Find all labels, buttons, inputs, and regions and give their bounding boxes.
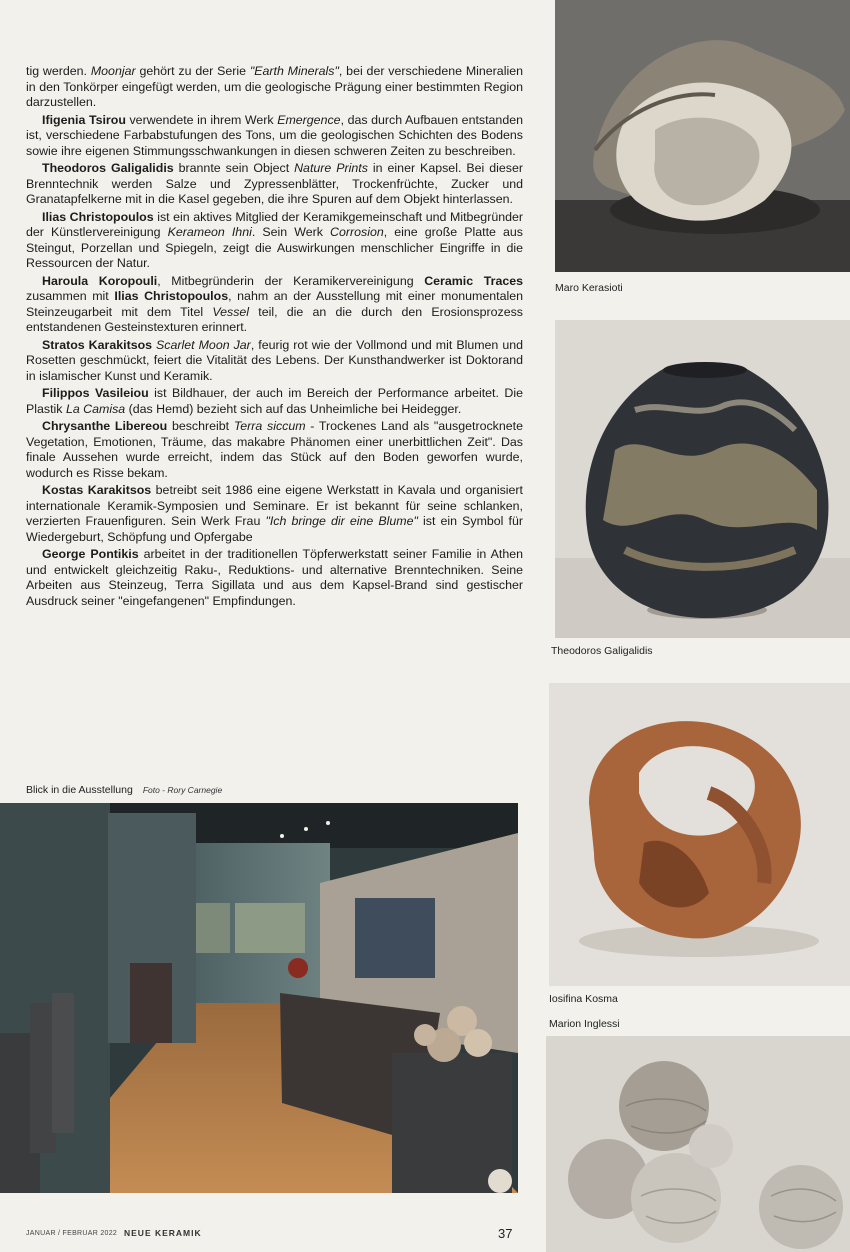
text: , Mitbegründerin der Keramikervereinigung	[157, 273, 425, 288]
paragraph-vasileiou	[26, 386, 523, 417]
exhibition-caption	[26, 784, 222, 796]
text: , bei der verschiedene Mineralien in den Tonkörper eingefügt werden, um die geologische Prägung einer bestimmten Region darzustellen.	[26, 64, 523, 109]
text: , nahm an der Ausstellung mit einer monumentalen Steinzeugarbeit mit dem Titel	[26, 289, 524, 319]
paragraph-moonjar	[26, 64, 523, 111]
artist-name: Kostas Karakitsos	[42, 483, 152, 497]
text: betreibt seit 1986 eine eigene Werkstatt in Kavala und organisiert internationale Keramik-Symposien und Seminare. Er ist bekannt für seine schlanken, verzierten Frauenfiguren. Sein Werk Frau	[26, 483, 523, 528]
work-title: Moonjar	[90, 64, 136, 78]
work-title: Scarlet Moon Jar	[156, 337, 251, 352]
text: , eine große Platte aus Steingut, Porzellan und Spiegeln, zeigt die Auswirkungen menschlicher Eingriffe in die Ressourcen der Natur.	[26, 225, 523, 270]
paragraph-pontikis	[26, 547, 523, 609]
paragraph-christopoulos	[26, 210, 523, 272]
artist-name: George Pontikis	[42, 547, 139, 561]
artist-name: Ifigenia Tsirou	[42, 112, 126, 127]
issue-date: JANUAR / FEBRUAR 2022	[26, 1230, 118, 1237]
paragraph-koropouli	[26, 274, 523, 336]
paragraph-stratos-karakitsos	[26, 338, 523, 385]
work-title: La Camisa	[65, 401, 126, 416]
work-title: Vessel	[212, 304, 250, 319]
text: teil, die an die durch den Erosionsprozess entstandenen Gesteinstexturen erinnert.	[26, 304, 523, 334]
text: , feurig rot wie der Vollmond und mit Blumen und Rosetten geschmückt, feiert die Vitalität des Lebens. Der Kunsthandwerker ist Doktorand in islamischer Kunst und Keramik.	[26, 337, 523, 383]
group-name: Ceramic Traces	[424, 273, 524, 288]
artist-name: Haroula Koropouli	[42, 273, 158, 288]
paragraph-tsirou	[26, 113, 523, 160]
kerasioti-caption: Maro Kerasioti	[555, 282, 623, 294]
kerasioti-photo	[555, 0, 850, 272]
text: , das durch Aufbauen entstanden ist, verschiedene Farbabstufungen des Tons, um die geologischen Schichten des Bodens sowie ihre eigenen Stimmungsschwankungen in diesen schweren Zeiten zu beschreiben.	[26, 112, 523, 158]
galigalidis-caption: Theodoros Galigalidis	[551, 645, 653, 657]
work-title: Corrosion	[330, 225, 384, 239]
magazine-logo: NEUE KERAMIK	[124, 1228, 202, 1238]
galigalidis-photo	[555, 320, 850, 638]
kosma-photo	[549, 683, 850, 986]
text: ist ein Symbol für Wiedergeburt, Schöpfung und Opfergabe	[26, 514, 523, 544]
artist-name: Theodoros Galigalidis	[42, 161, 174, 175]
artist-name: Ilias Christopoulos	[42, 209, 154, 224]
article-text	[26, 64, 523, 611]
paragraph-galigalidis	[26, 161, 523, 208]
text: beschreibt	[167, 419, 234, 433]
work-title: Terra siccum	[233, 419, 306, 433]
text: arbeitet in der traditionellen Töpferwerkstatt seiner Familie in Athen und entwickelt gleichzeitig Raku-, Reduktions- und alternative Brenntechniken. Seine Arbeiten aus Steinzeug, Terra Sigillata und aus dem Kapsel-Brand sind gestischer Ausdruck seiner "eingefangenen" Empfindungen.	[26, 547, 523, 608]
series-title: "Earth Minerals"	[249, 64, 339, 78]
group-name: Kerameon Ihni	[167, 225, 252, 239]
work-title: "Ich bringe dir eine Blume"	[265, 514, 418, 528]
kosma-caption: Iosifina Kosma	[549, 993, 618, 1005]
text: zusammen mit	[26, 289, 115, 303]
text: ist Bildhauer, der auch im Bereich der Performance arbeitet. Die Plastik	[26, 386, 523, 416]
artist-name: Ilias Christopoulos	[114, 289, 229, 303]
text: ist ein aktives Mitglied der Keramikgemeinschaft und Mitbegründer der Künstlervereinigung	[26, 209, 524, 239]
text: (das Hemd) bezieht sich auf das Unheimliche bei Heidegger.	[125, 401, 462, 416]
text: - Trockenes Land als "ausgetrocknete Vegetation, Emotionen, Träume, das makabre Phänomen einer unerbittlichen Zeit". Das finale Aussehen wurde erreicht, indem das Stück auf den Boden geworfen wurde, wodurch es Risse bekam.	[26, 419, 523, 480]
text: brannte sein Object	[173, 161, 295, 175]
artist-name: Chrysanthe Libereou	[42, 419, 168, 433]
page-number: 37	[498, 1226, 513, 1241]
work-title: Nature Prints	[294, 161, 368, 175]
work-title: Emergence	[277, 112, 341, 127]
text: verwendete in ihrem Werk	[125, 112, 278, 127]
artist-name: Stratos Karakitsos	[42, 337, 153, 352]
text: tig werden.	[26, 64, 91, 78]
artist-name: Filippos Vasileiou	[42, 386, 149, 400]
text: in einer Kapsel. Bei dieser Brenntechnik werden Salze und Zypressenblätter, Trockenfrüchte, Zucker und Granatapfelkerne mit in die Kasel gegeben, die ihre Spuren auf dem Objekt hinterlassen.	[26, 161, 523, 206]
caption-text: Blick in die Ausstellung	[26, 784, 133, 796]
inglessi-caption: Marion Inglessi	[549, 1018, 620, 1030]
inglessi-photo	[546, 1036, 850, 1252]
text: gehört zu der Serie	[135, 64, 250, 78]
paragraph-libereou	[26, 419, 523, 481]
photo-credit: Foto - Rory Carnegie	[142, 785, 223, 795]
paragraph-kostas-karakitsos	[26, 483, 523, 545]
text: . Sein Werk	[251, 225, 331, 239]
exhibition-photo	[0, 803, 518, 1193]
